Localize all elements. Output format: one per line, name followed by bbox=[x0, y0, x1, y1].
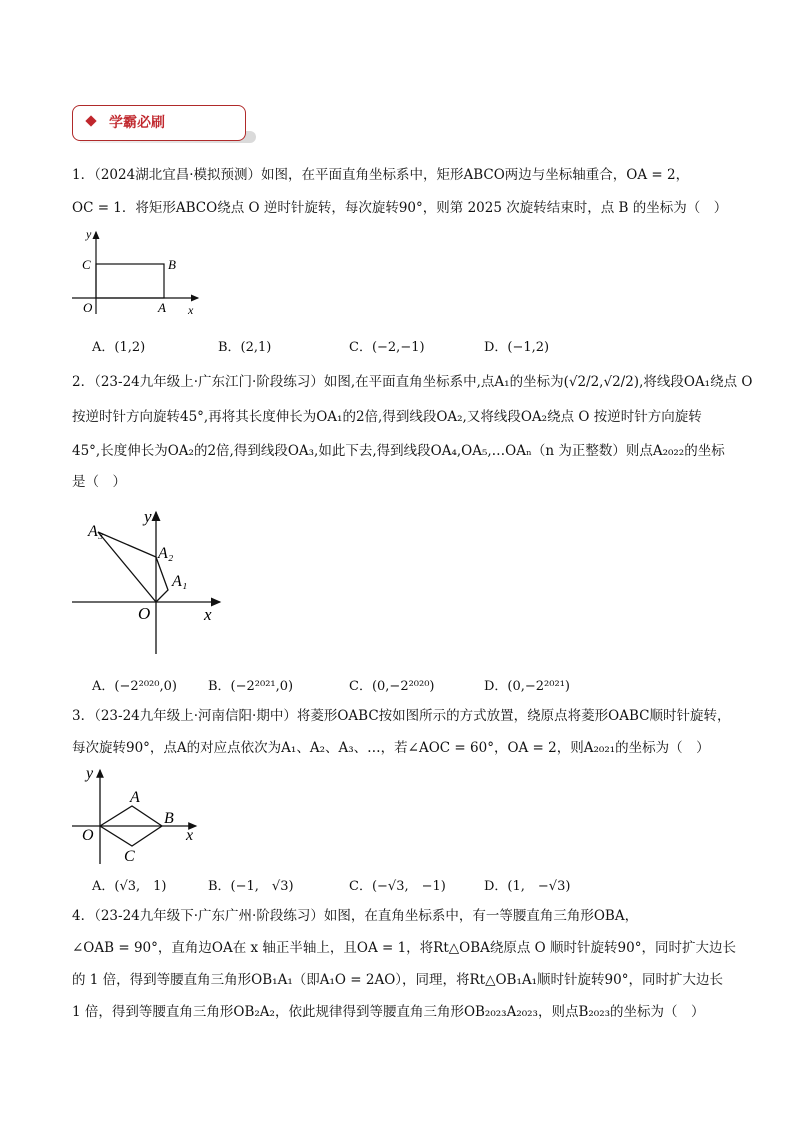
q2-line-3: 45°,长度伸长为OA₂的2倍,得到线段OA₃,如此下去,得到线段OA₄,OA₅,…OAₙ（n 为正整数）则点A₂₀₂₂的坐标 bbox=[72, 443, 725, 459]
q1-label-o: O bbox=[83, 300, 93, 315]
q2-label-a1: A₁ bbox=[172, 573, 188, 590]
q2-choice-d[interactable]: D．(0,−2²⁰²¹) bbox=[484, 679, 570, 694]
q2-figure bbox=[70, 502, 230, 656]
q3-label-o: O bbox=[82, 827, 94, 844]
q4-line-2: ∠OAB = 90°，直角边OA在 x 轴正半轴上，且OA = 1，将Rt△OBA绕原点 O 顺时针旋转90°，同时扩大边长 bbox=[72, 940, 736, 956]
q3-figure bbox=[70, 762, 202, 866]
q3-label-c: C bbox=[124, 848, 135, 865]
q2-line-4: 是（ ） bbox=[72, 474, 126, 490]
q2-label-y: y bbox=[144, 507, 152, 526]
q3-line-1: 3．（23-24九年级上·河南信阳·期中）将菱形OABC按如图所示的方式放置，绕原点将菱形OABC顺时针旋转， bbox=[72, 708, 731, 724]
q3-line-2: 每次旋转90°，点A的对应点依次为A₁、A₂、A₃、…，若∠AOC = 60°，OA = 2，则A₂₀₂₁的坐标为（ ） bbox=[72, 740, 710, 756]
q2-segments bbox=[98, 532, 168, 602]
q4-line-3: 的 1 倍，得到等腰直角三角形OB₁A₁（即A₁O = 2AO），同理，将Rt△OB₁A₁顺时针旋转90°，同时扩大边长 bbox=[72, 972, 723, 988]
q2-label-a3: A₃ bbox=[88, 523, 104, 540]
q1-label-x: x bbox=[188, 303, 194, 317]
q1-choice-c[interactable]: C．(−2,−1) bbox=[349, 340, 425, 355]
q1-label-y: y bbox=[86, 227, 92, 241]
q2-label-x: x bbox=[204, 605, 212, 624]
q4-line-4: 1 倍，得到等腰直角三角形OB₂A₂，依此规律得到等腰直角三角形OB₂₀₂₃A₂₀₂₃，则点B₂₀₂₃的坐标为（ ） bbox=[72, 1004, 705, 1020]
q3-label-a: A bbox=[130, 789, 140, 806]
q2-choice-b[interactable]: B．(−2²⁰²¹,0) bbox=[208, 679, 294, 694]
q2-choice-a[interactable]: A．(−2²⁰²⁰,0) bbox=[92, 679, 177, 694]
q3-label-y: y bbox=[86, 765, 94, 782]
q1-rectangle bbox=[96, 264, 164, 298]
q2-choice-c[interactable]: C．(0,−2²⁰²⁰) bbox=[349, 679, 435, 694]
section-badge bbox=[72, 105, 246, 141]
q3-label-b: B bbox=[164, 810, 174, 827]
q1-choice-d[interactable]: D．(−1,2) bbox=[484, 340, 550, 355]
q1-label-a: A bbox=[158, 300, 166, 315]
q1-label-b: B bbox=[168, 257, 176, 272]
q2-line-1: 2．（23-24九年级上·广东江门·阶段练习）如图,在平面直角坐标系中,点A₁的坐标为(√2/2,√2/2),将线段OA₁绕点 O bbox=[72, 374, 753, 390]
q4-line-1: 4．（23-24九年级下·广东广州·阶段练习）如图，在直角坐标系中，有一等腰直角三角形OBA， bbox=[72, 908, 639, 924]
q3-choice-b[interactable]: B．(−1, √3) bbox=[208, 879, 294, 894]
diamond-icon bbox=[85, 115, 96, 126]
q2-line-2: 按逆时针方向旋转45°,再将其长度伸长为OA₁的2倍,得到线段OA₂,又将线段OA₂绕点 O 按逆时针方向旋转 bbox=[72, 409, 702, 425]
q1-figure bbox=[66, 226, 206, 318]
q3-choice-a[interactable]: A．(√3, 1) bbox=[92, 879, 167, 894]
section-title: 学霸必刷 bbox=[109, 115, 165, 131]
q1-choice-b[interactable]: B．(2,1) bbox=[218, 340, 272, 355]
q2-label-o: O bbox=[138, 604, 151, 623]
q1-line-1: 1．（2024湖北宜昌·模拟预测）如图，在平面直角坐标系中，矩形ABCO两边与坐标轴重合，OA = 2， bbox=[72, 167, 690, 183]
q3-choice-c[interactable]: C．(−√3, −1) bbox=[349, 879, 446, 894]
q1-line-2: OC = 1．将矩形ABCO绕点 O 逆时针旋转，每次旋转90°，则第 2025 次旋转结束时，点 B 的坐标为（ ） bbox=[72, 200, 728, 216]
q1-label-c: C bbox=[82, 257, 91, 272]
q2-label-a2: A₂ bbox=[158, 545, 174, 562]
q3-choice-d[interactable]: D．(1, −√3) bbox=[484, 879, 571, 894]
q3-label-x: x bbox=[186, 827, 194, 844]
q1-choice-a[interactable]: A．(1,2) bbox=[92, 340, 146, 355]
